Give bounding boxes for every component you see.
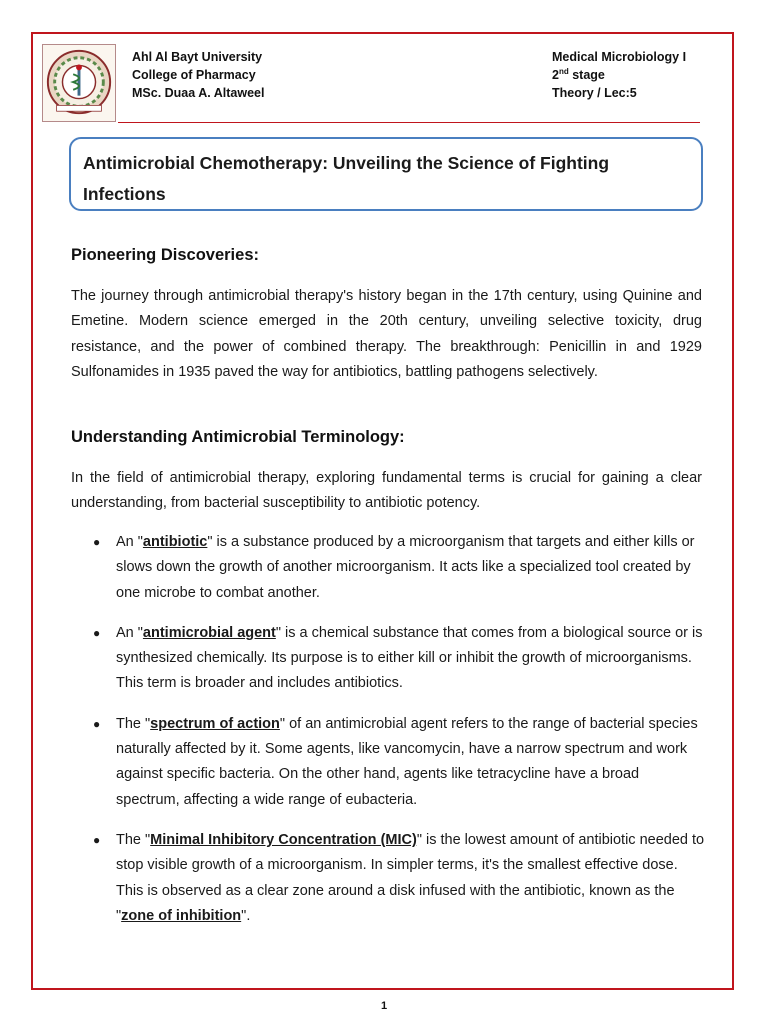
bullet-icon: ●: [93, 832, 101, 847]
bullet-icon: ●: [93, 535, 101, 549]
term-antimicrobial-agent: antimicrobial agent: [142, 624, 276, 641]
header-course: [552, 48, 686, 102]
list-item: ● The "Minimal Inhibitory Concentration (MIC)" is the lowest amount of antibiotic needed to stop visible growth of a microorganism. In simpler terms, it's the smallest effective dose. This is observed as a clear zone around a disk infused with the antibiotic, known as the "zone of inhibition".: [93, 828, 705, 929]
list-item: ● The "spectrum of action" of an antimicrobial agent refers to the range of bacterial species naturally affected by it. Some agents, like vancomycin, have a narrow spectrum and work against specific bacteria. On the other hand, agents like tetracycline have a broad spectrum, affecting a wide range of eubacteria.: [93, 712, 705, 813]
term-antibiotic: antibiotic: [142, 534, 208, 550]
terminology-list: [93, 530, 705, 944]
section-text-discoveries: The journey through antimicrobial therapy's history began in the 17th century, using Quinine and Emetine. Modern science emerged in the 20th century, unveiling selective toxicity, drug resistance, and the power of combined therapy. The breakthrough: Penicillin in and 1929 Sulfonamides in 1935 paved the way for antibiotics, battling pathogens selectively.: [71, 288, 702, 380]
section-text-terminology: In the field of antimicrobial therapy, exploring fundamental terms is crucial for gaining a clear understanding, from bacterial susceptibility to antibiotic potency.: [71, 470, 702, 512]
header-institution: [132, 48, 264, 102]
bullet-icon: ●: [93, 716, 101, 731]
university-seal-icon: [42, 44, 116, 122]
page-number: 1: [380, 1000, 388, 1012]
lecturer-name: MSc. Duaa A. Altaweel: [132, 86, 265, 100]
lecture-label: Theory / Lec:5: [552, 86, 637, 100]
lecture-title: Antimicrobial Chemotherapy: Unveiling the Science of Fighting Infections: [69, 137, 703, 211]
term-spectrum-of-action: spectrum of action: [150, 715, 280, 732]
course-name: Medical Microbiology I: [552, 50, 687, 64]
section-heading-discoveries: Pioneering Discoveries:: [71, 246, 259, 264]
term-mic: Minimal Inhibitory Concentration (MIC): [150, 831, 417, 848]
list-item: ● An "antimicrobial agent" is a chemical substance that comes from a biological source or is synthesized chemically. Its purpose is to either kill or inhibit the growth of microorganisms. This term is broader and includes antibiotics.: [93, 621, 705, 697]
list-item: ● An "antibiotic" is a substance produced by a microorganism that targets and either kills or slows down the growth of another microorganism. It acts like a specialized tool created by one microbe to combat another.: [93, 530, 705, 606]
bullet-icon: ●: [93, 625, 101, 640]
university-name: Ahl Al Bayt University: [132, 50, 263, 64]
section-heading-terminology: Understanding Antimicrobial Terminology:: [71, 428, 405, 446]
header-divider: [118, 122, 700, 123]
college-name: College of Pharmacy: [132, 68, 256, 82]
stage-label: 2nd stage: [552, 66, 605, 82]
term-zone-of-inhibition: zone of inhibition: [121, 907, 242, 924]
